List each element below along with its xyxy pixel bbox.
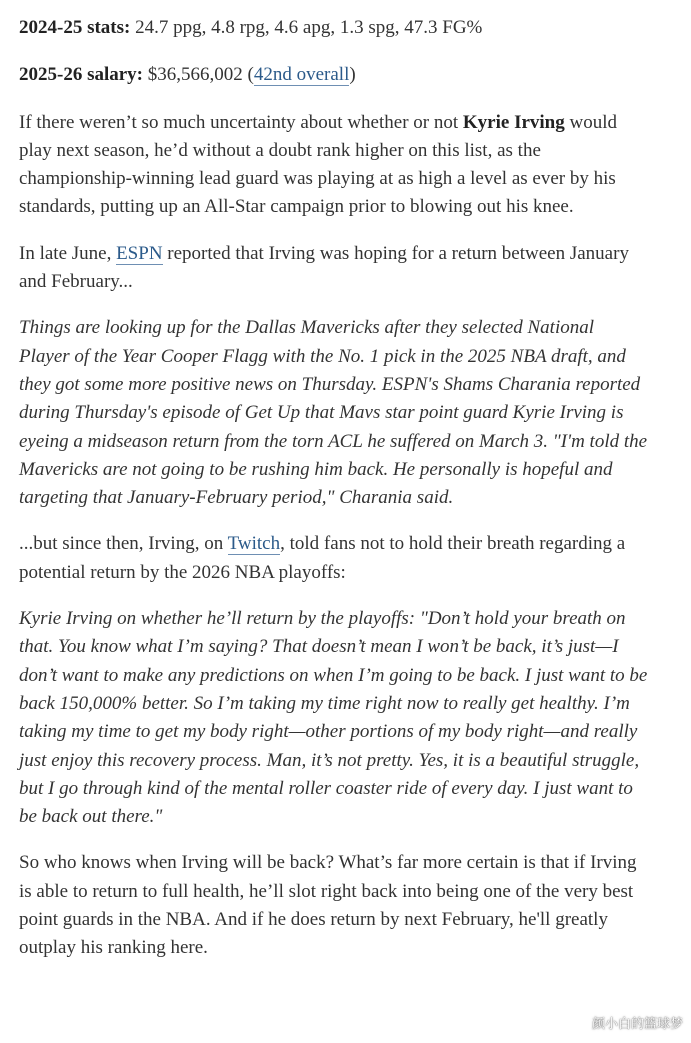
salary-close-paren: ) bbox=[349, 64, 356, 86]
paragraph-intro-after: would play next season, he’d without a doubt rank higher on this list, as the championship-winning lead guard was playing at as high a level as ever by his standards, putting up an All-Star campaign prior to blowing out his knee. bbox=[19, 111, 617, 218]
stats-label: 2024-25 stats: bbox=[19, 17, 131, 38]
salary-rank-link[interactable]: 42nd overall bbox=[253, 64, 350, 86]
paragraph-twitch-before: ...but since then, Irving, on bbox=[19, 533, 228, 555]
stats-line bbox=[19, 14, 649, 42]
paragraph-intro bbox=[19, 109, 649, 222]
paragraph-twitch-after: , told fans not to hold their breath regarding a potential return by the 2026 NBA playoffs: bbox=[19, 533, 626, 583]
paragraph-conclusion: So who knows when Irving will be back? What’s far more certain is that if Irving is able to return to full health, he’ll slot right back into being one of the very best point guards in the NBA. And if he does return by next February, he'll greatly outplay his ranking here. bbox=[19, 852, 637, 959]
watermark-text: 颜小白的篮球梦 bbox=[591, 1017, 683, 1032]
salary-line bbox=[19, 61, 649, 89]
player-name: Kyrie Irving bbox=[462, 111, 565, 133]
quote-irving-twitch: Kyrie Irving on whether he’ll return by the playoffs: "Don’t hold your breath on that. You know what I’m saying? That doesn’t mean I won’t be back, it’s just—I don’t want to make any predictions on when I’m going to be back. I just want to be back 150,000% better. So I’m taking my time right now to really get healthy. I’m taking my time to get my body right—other portions of my body right—and really just enjoy this recovery process. Man, it’s not pretty. Yes, it is a beautiful struggle, but I go through kind of the mental roller coaster ride of every day. I just want to be back out there." bbox=[19, 608, 648, 828]
paragraph-espn-before: In late June, bbox=[19, 242, 117, 264]
paragraph-espn-after: reported that Irving was hoping for a return between January and February... bbox=[19, 242, 629, 293]
salary-label: 2025-26 salary: bbox=[19, 64, 144, 86]
quote-espn-report: Things are looking up for the Dallas Mavericks after they selected National Player of the Year Cooper Flagg with the No. 1 pick in the 2025 NBA draft, and they got some more positive news on Thursday. ESPN's Shams Charania reported during Thursday's episode of Get Up that Mavs star point guard Kyrie Irving is eyeing a midseason return from the torn ACL he suffered on March 3. "I'm told the Mavericks are not going to be rushing him back. He personally is hopeful and targeting that January-February period," Charania said. bbox=[19, 317, 648, 509]
espn-link[interactable]: ESPN bbox=[116, 242, 163, 264]
paragraph-twitch bbox=[19, 530, 649, 587]
twitch-link[interactable]: Twitch bbox=[227, 533, 281, 555]
salary-value: $36,566,002 ( bbox=[143, 64, 254, 86]
paragraph-espn bbox=[19, 240, 649, 297]
article-body bbox=[19, 14, 649, 981]
stats-value: 24.7 ppg, 4.8 rpg, 4.6 apg, 1.3 spg, 47.3 FG% bbox=[130, 17, 483, 38]
paragraph-intro-before: If there weren’t so much uncertainty about whether or not bbox=[19, 111, 463, 133]
